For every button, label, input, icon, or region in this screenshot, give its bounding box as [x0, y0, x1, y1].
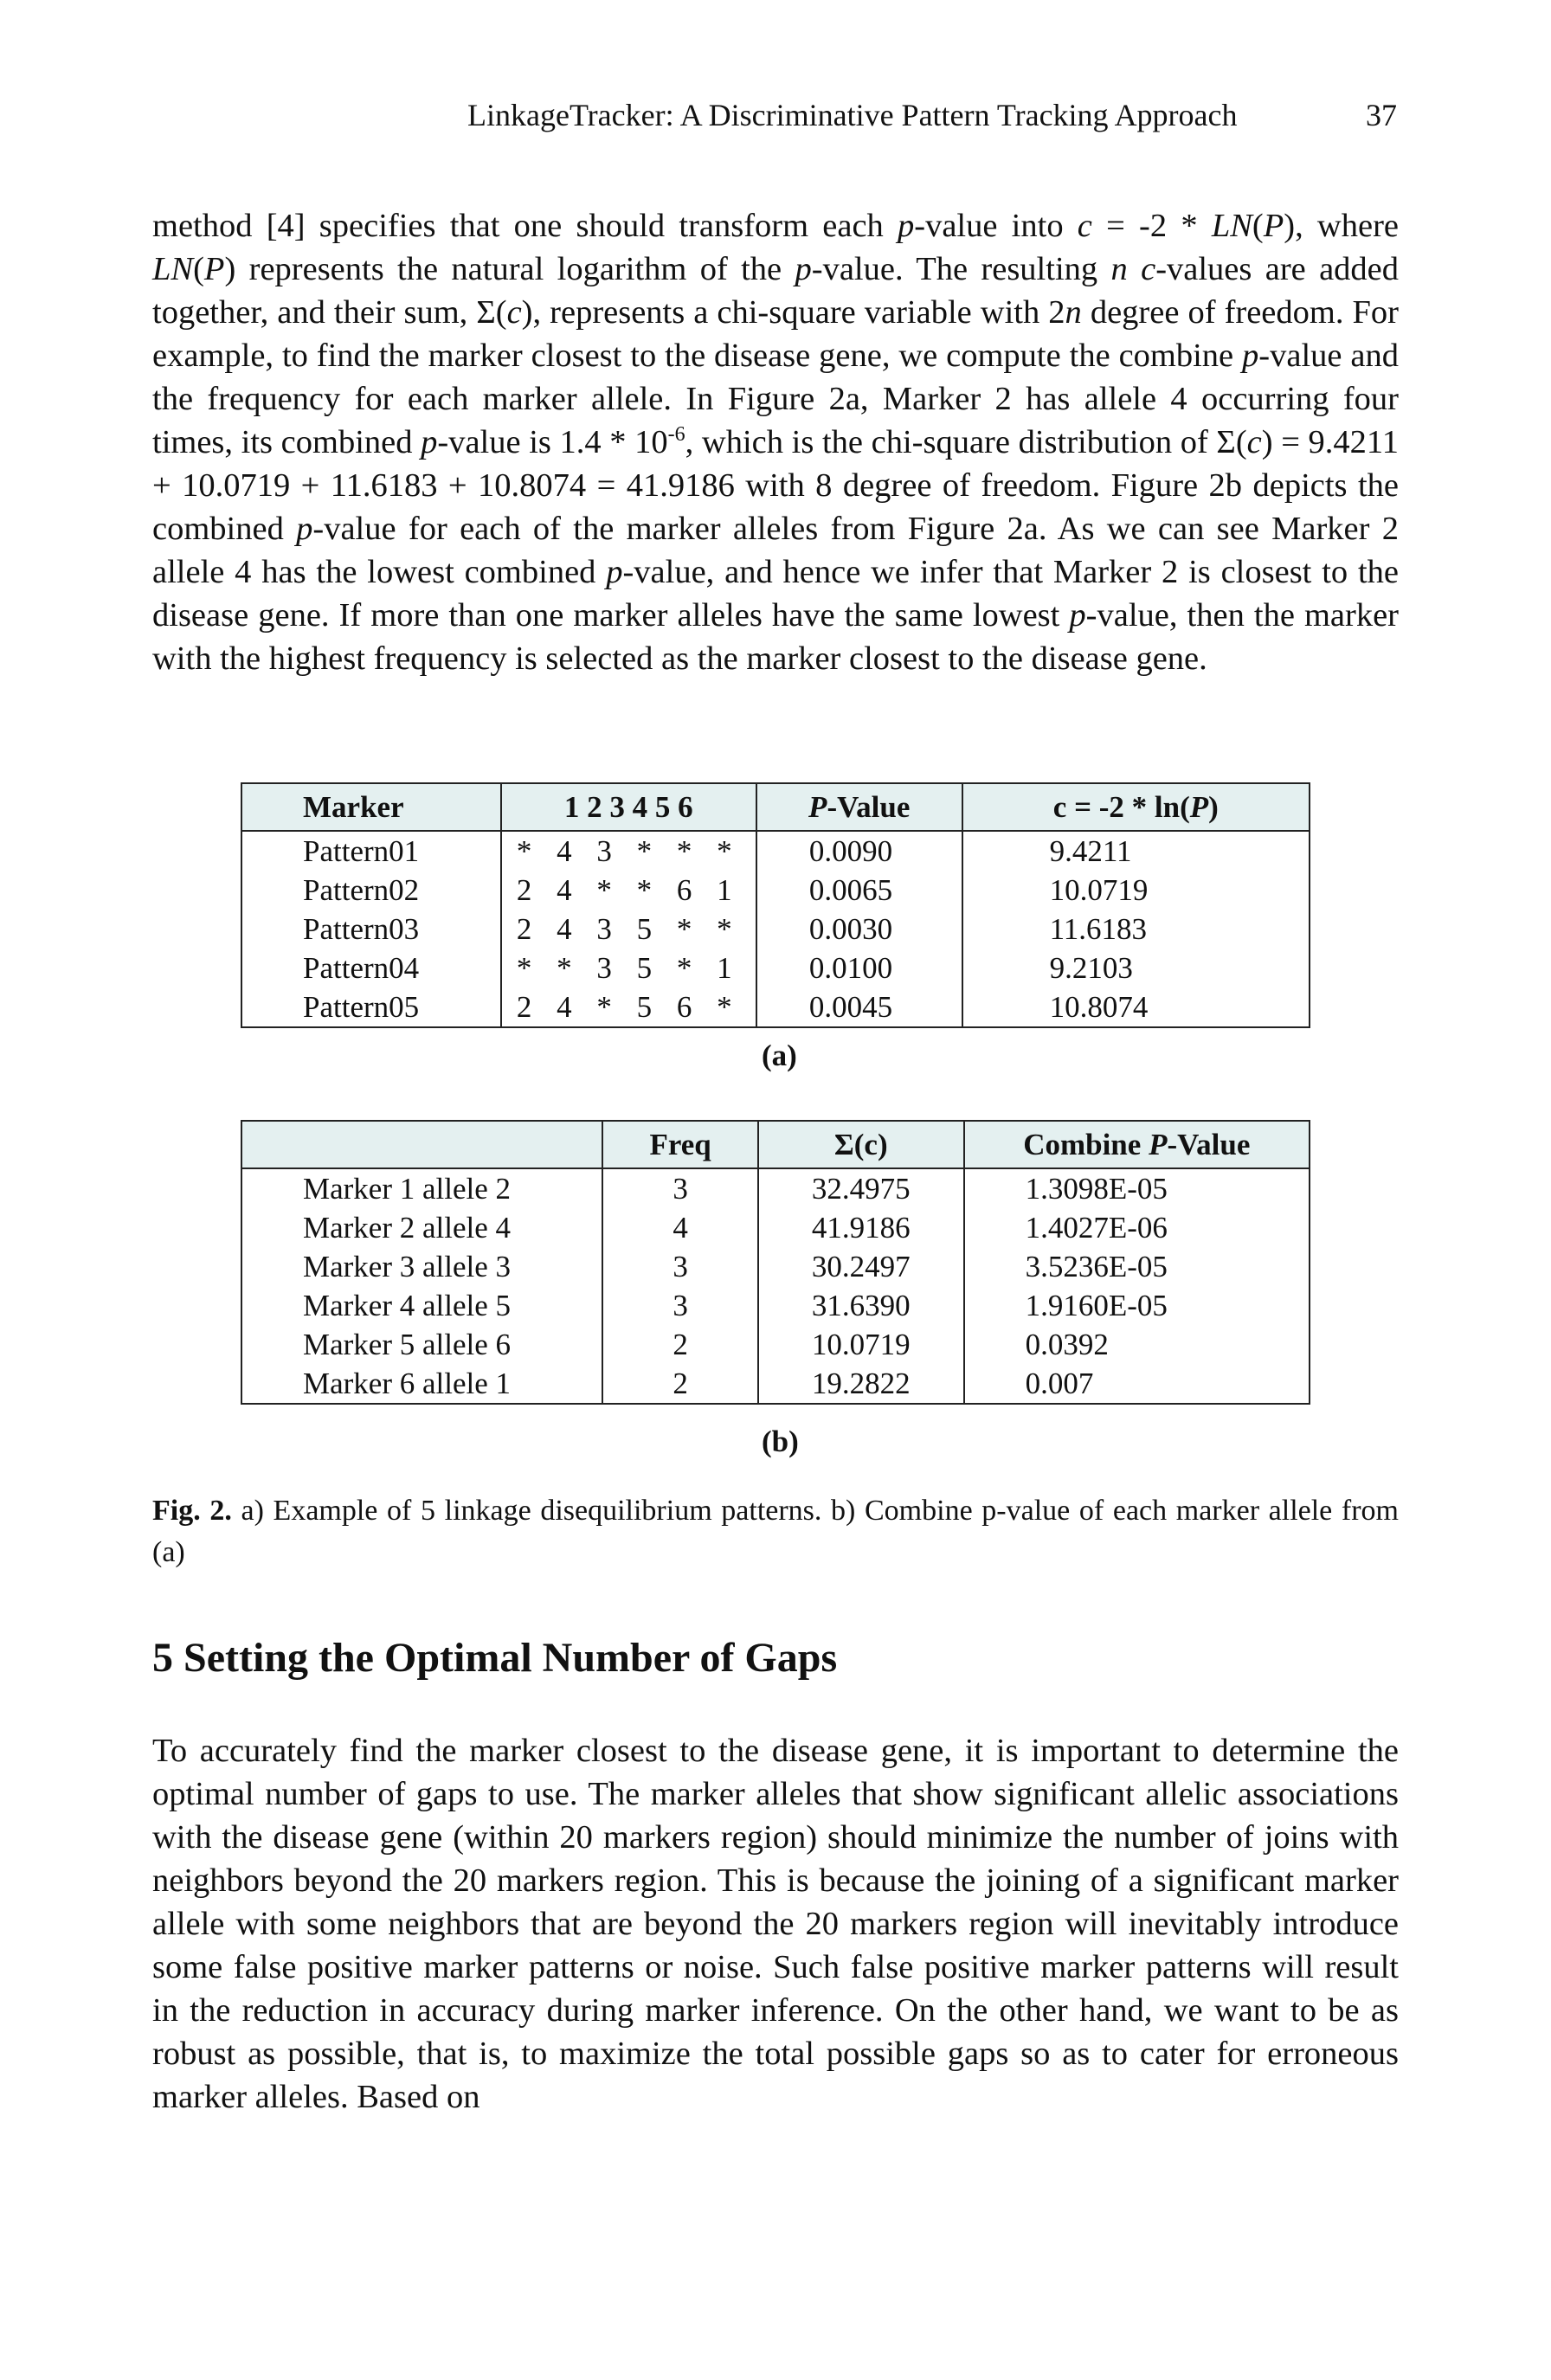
table-cell: 3: [602, 1247, 758, 1286]
table-row: [241, 910, 1310, 949]
table-cell: 0.007: [964, 1364, 1310, 1404]
table-row: [241, 871, 1310, 910]
table-row: [241, 987, 1310, 1027]
table-cell: 32.4975: [758, 1168, 964, 1208]
table-row: [241, 1364, 1310, 1404]
table-cell: 0.0100: [756, 949, 962, 987]
body-paragraph-2: To accurately find the marker closest to the disease gene, it is important to determine the optimal number of gaps to use. The marker alleles that show significant allelic associations with the disease gene (within 20 markers region) should minimize the number of joins with neighbors beyond the 20 markers region. This is because the joining of a significant marker allele with some neighbors that are beyond the 20 markers region will inevitably introduce some false positive marker patterns or noise. Such false positive marker patterns will result in the reduction in accuracy during marker inference. On the other hand, we want to be as robust as possible, that is, to maximize the total possible gaps so as to cater for erroneous marker alleles. Based on: [152, 1733, 1399, 2115]
table-row: [241, 1168, 1310, 1208]
table-cell: Marker 3 allele 3: [241, 1247, 602, 1286]
table-cell: 1.3098E-05: [964, 1168, 1310, 1208]
header-cell: Marker: [241, 783, 501, 831]
header-cell: P-Value: [756, 783, 962, 831]
table-cell: 0.0030: [756, 910, 962, 949]
table-cell: 4: [602, 1208, 758, 1247]
body-paragraph-1: method [4] specifies that one should transform each p-value into c = -2 * LN(P), where LN(P) represents the natural logarithm of the p-value. The resulting n c-values are added together, and their sum, Σ(c), represents a chi-square variable with 2n degree of freedom. For example, to find the marker closest to the disease gene, we compute the combine p-value and the frequency for each marker allele. In Figure 2a, Marker 2 has allele 4 occurring four times, its combined p-value is $1.4 * 10^{-6}$, which is the chi-square distribution of Σ(c) = 9.4211 + 10.0719 + 11.6183 + 10.8074 = 41.9186 with 8 degree of freedom. Figure 2b depicts the combined p-value for each of the marker alleles from Figure 2a. As we can see Marker 2 allele 4 has the lowest combined p-value, and hence we infer that Marker 2 is closest to the disease gene. If more than one marker alleles have the same lowest p-value, then the marker with the highest frequency is selected as the marker closest to the disease gene.: [152, 208, 1400, 677]
table-cell: Pattern01: [241, 831, 501, 871]
table-cell: 10.8074: [962, 987, 1310, 1027]
table-cell: 10.0719: [962, 871, 1310, 910]
table-cell: Pattern04: [241, 949, 501, 987]
header-cell: Combine P-Value: [964, 1121, 1310, 1168]
header-cell: Freq: [602, 1121, 758, 1168]
table-cell: Marker 2 allele 4: [241, 1208, 602, 1247]
header-cell: [241, 1121, 602, 1168]
table-row: [241, 1286, 1310, 1325]
table-cell: Marker 6 allele 1: [241, 1364, 602, 1404]
table-cell: 0.0065: [756, 871, 962, 910]
table-cell: 3: [602, 1286, 758, 1325]
table-cell: * * 3 5 * 1: [501, 949, 756, 987]
header-cell: 1 2 3 4 5 6: [501, 783, 756, 831]
table-b: [241, 1120, 1310, 1405]
table-cell: Marker 4 allele 5: [241, 1286, 602, 1325]
table-row: [241, 1247, 1310, 1286]
table-cell: 2: [602, 1364, 758, 1404]
table-cell: 19.2822: [758, 1364, 964, 1404]
table-cell: Pattern02: [241, 871, 501, 910]
table-cell: 2 4 * * 6 1: [501, 871, 756, 910]
table-b-header-row: [241, 1121, 1310, 1168]
table-cell: 1.4027E-06: [964, 1208, 1310, 1247]
table-cell: 41.9186: [758, 1208, 964, 1247]
table-row: [241, 949, 1310, 987]
figure-label: Fig. 2.: [152, 1495, 232, 1527]
table-cell: 0.0090: [756, 831, 962, 871]
table-cell: 3: [602, 1168, 758, 1208]
table-cell: Pattern05: [241, 987, 501, 1027]
running-title: LinkageTracker: A Discriminative Pattern Tracking Approach: [467, 98, 1238, 132]
header-cell: c = -2 * ln(P): [962, 783, 1310, 831]
page-number: 37: [1366, 98, 1397, 132]
table-cell: 2 4 * 5 6 *: [501, 987, 756, 1027]
table-cell: 31.6390: [758, 1286, 964, 1325]
table-b-label: (b): [762, 1425, 799, 1458]
table-cell: 0.0392: [964, 1325, 1310, 1364]
table-cell: 9.2103: [962, 949, 1310, 987]
table-row: [241, 831, 1310, 871]
table-cell: 10.0719: [758, 1325, 964, 1364]
table-cell: Pattern03: [241, 910, 501, 949]
table-row: [241, 1325, 1310, 1364]
table-cell: Marker 1 allele 2: [241, 1168, 602, 1208]
table-cell: Marker 5 allele 6: [241, 1325, 602, 1364]
table-cell: 1.9160E-05: [964, 1286, 1310, 1325]
table-cell: * 4 3 * * *: [501, 831, 756, 871]
table-cell: 3.5236E-05: [964, 1247, 1310, 1286]
table-cell: 9.4211: [962, 831, 1310, 871]
table-cell: 11.6183: [962, 910, 1310, 949]
table-row: [241, 1208, 1310, 1247]
figure-caption: Fig. 2. a) Example of 5 linkage disequilibrium patterns. b) Combine p-value of each marker allele from (a): [152, 1495, 1400, 1568]
table-cell: 30.2497: [758, 1247, 964, 1286]
table-cell: 2: [602, 1325, 758, 1364]
table-cell: 0.0045: [756, 987, 962, 1027]
table-a-header-row: [241, 783, 1310, 831]
table-cell: 2 4 3 5 * *: [501, 910, 756, 949]
header-cell: Σ(c): [758, 1121, 964, 1168]
table-a: [241, 782, 1310, 1028]
table-a-label: (a): [762, 1039, 797, 1072]
section-heading: 5 Setting the Optimal Number of Gaps: [152, 1635, 838, 1681]
